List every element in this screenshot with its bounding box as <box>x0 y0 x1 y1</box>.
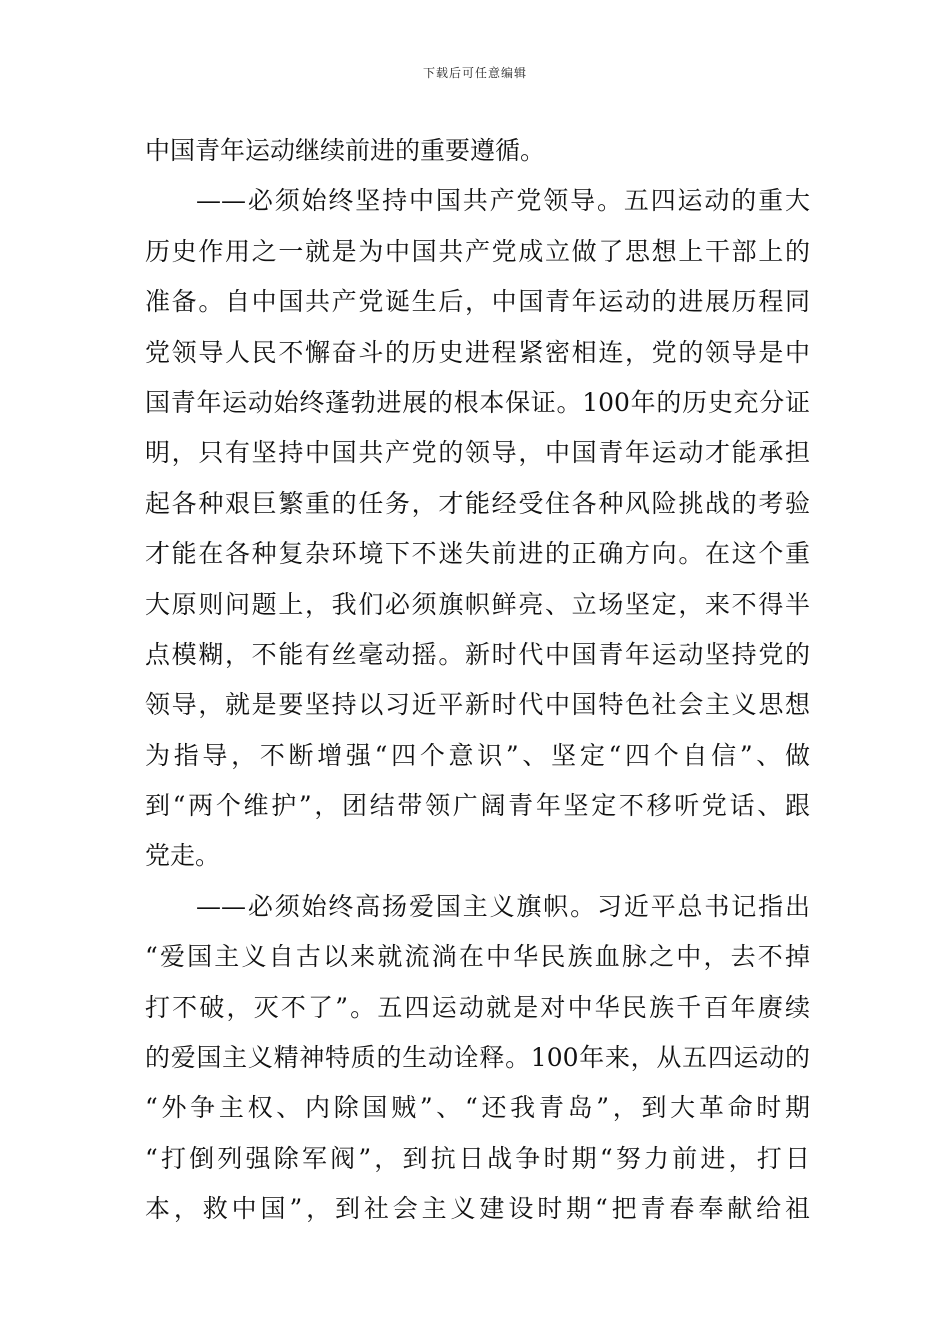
text-line: 国青年运动始终蓬勃进展的根本保证。100年的历史充分证 <box>145 387 810 417</box>
text-line: “打倒列强除军阀”，到抗日战争时期“努力前进，打日 <box>145 1143 810 1173</box>
text-line: “外争主权、内除国贼”、“还我青岛”，到大革命时期 <box>145 1093 810 1123</box>
text-line: 为指导，不断增强“四个意识”、坚定“四个自信”、做 <box>145 740 810 770</box>
text-line: 党走。 <box>145 841 221 871</box>
text-line: ——必须始终高扬爱国主义旗帜。习近平总书记指出 <box>196 891 810 921</box>
text-line: 党领导人民不懈奋斗的历史进程紧密相连，党的领导是中 <box>145 337 810 367</box>
text-line: 本，救中国”，到社会主义建设时期“把青春奉献给祖 <box>145 1194 810 1224</box>
text-line: “爱国主义自古以来就流淌在中华民族血脉之中，去不掉 <box>145 942 810 972</box>
text-line: 才能在各种复杂环境下不迷失前进的正确方向。在这个重 <box>145 539 810 569</box>
text-line: ——必须始终坚持中国共产党领导。五四运动的重大 <box>196 186 810 216</box>
text-line: 点模糊，不能有丝毫动摇。新时代中国青年运动坚持党的 <box>145 639 810 669</box>
document-body <box>145 126 810 1235</box>
page-header: 下载后可任意编辑 <box>422 66 527 80</box>
text-line: 打不破，灭不了”。五四运动就是对中华民族千百年赓续 <box>145 992 810 1022</box>
text-line: 历史作用之一就是为中国共产党成立做了思想上干部上的 <box>145 236 810 266</box>
text-line: 准备。自中国共产党诞生后，中国青年运动的进展历程同 <box>145 287 810 317</box>
text-line: 明，只有坚持中国共产党的领导，中国青年运动才能承担 <box>145 438 810 468</box>
text-line: 起各种艰巨繁重的任务，才能经受住各种风险挑战的考验 <box>145 488 810 518</box>
text-line: 的爱国主义精神特质的生动诠释。100年来，从五四运动的 <box>145 1043 810 1073</box>
text-line: 中国青年运动继续前进的重要遵循。 <box>145 136 546 165</box>
text-line: 领导，就是要坚持以习近平新时代中国特色社会主义思想 <box>145 690 810 720</box>
text-line: 到“两个维护”，团结带领广阔青年坚定不移听党话、跟 <box>145 791 810 821</box>
text-line: 大原则问题上，我们必须旗帜鲜亮、立场坚定，来不得半 <box>145 589 810 619</box>
